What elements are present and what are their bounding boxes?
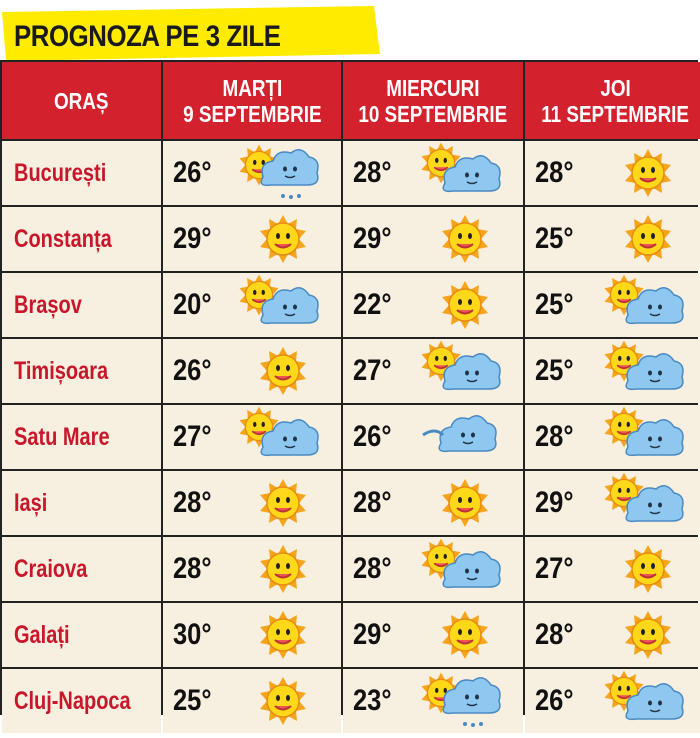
sun-shape [260, 677, 306, 725]
title-banner [2, 6, 380, 60]
temperature: 29° [353, 618, 392, 651]
sun-icon [413, 603, 505, 667]
sun-icon [596, 141, 688, 205]
cloud-icon [413, 405, 505, 469]
sun-shape [442, 281, 488, 329]
sun-cloud-icon [596, 339, 688, 403]
temperature: 28° [353, 552, 392, 585]
temperature: 27° [173, 420, 212, 453]
sun-icon [596, 603, 688, 667]
temperature: 23° [353, 684, 392, 717]
sun-icon [231, 669, 323, 733]
temperature: 29° [535, 486, 574, 519]
forecast-cell [525, 207, 700, 271]
forecast-cell [525, 273, 700, 337]
temperature: 28° [353, 486, 392, 519]
sun-cloud-icon [596, 471, 688, 535]
temperature: 25° [535, 354, 574, 387]
temperature: 27° [535, 552, 574, 585]
temperature: 22° [353, 288, 392, 321]
sun-icon [231, 603, 323, 667]
rain-drops [463, 722, 483, 727]
sun-icon [596, 207, 688, 271]
temperature: 28° [535, 156, 574, 189]
forecast-cell [343, 339, 523, 403]
city-label: București [14, 158, 107, 187]
city-label: Galați [14, 620, 70, 649]
forecast-cell [343, 471, 523, 535]
header-city: ORAȘ [2, 62, 161, 139]
forecast-cell [343, 603, 523, 667]
forecast-cell [525, 339, 700, 403]
sun-icon [231, 207, 323, 271]
city-name [2, 405, 161, 469]
forecast-cell [163, 207, 341, 271]
city-name [2, 471, 161, 535]
forecast-cell [163, 339, 341, 403]
forecast-cell [525, 471, 700, 535]
sun-icon [413, 273, 505, 337]
sun-icon [413, 207, 505, 271]
city-label: Constanța [14, 224, 112, 253]
sun-cloud-icon [596, 273, 688, 337]
city-name [2, 537, 161, 601]
sun-cloud-rain-icon [413, 669, 505, 733]
temperature: 25° [535, 222, 574, 255]
city-name [2, 603, 161, 667]
city-label: Timișoara [14, 356, 109, 385]
sun-cloud-icon [231, 273, 323, 337]
sun-shape [260, 611, 306, 659]
temperature: 20° [173, 288, 212, 321]
temperature: 26° [173, 354, 212, 387]
sun-shape [625, 215, 671, 263]
sun-icon [231, 471, 323, 535]
city-name [2, 669, 161, 733]
sun-cloud-icon [596, 405, 688, 469]
forecast-cell [525, 405, 700, 469]
sun-icon [231, 537, 323, 601]
sun-cloud-icon [413, 339, 505, 403]
sun-shape [442, 479, 488, 527]
sun-shape [260, 545, 306, 593]
sun-cloud-icon [413, 141, 505, 205]
sun-cloud-icon [413, 537, 505, 601]
sun-cloud-rain-icon [231, 141, 323, 205]
forecast-cell [525, 603, 700, 667]
forecast-cell [525, 141, 700, 205]
city-name [2, 273, 161, 337]
forecast-cell [163, 471, 341, 535]
sun-shape [260, 215, 306, 263]
temperature: 26° [535, 684, 574, 717]
temperature: 28° [353, 156, 392, 189]
sun-shape [442, 215, 488, 263]
sun-shape [625, 545, 671, 593]
forecast-cell [163, 603, 341, 667]
forecast-cell [163, 537, 341, 601]
temperature: 27° [353, 354, 392, 387]
temperature: 28° [535, 618, 574, 651]
temperature: 26° [173, 156, 212, 189]
city-label: Brașov [14, 290, 82, 319]
sun-shape [260, 347, 306, 395]
sun-cloud-icon [231, 405, 323, 469]
forecast-cell [343, 669, 523, 733]
forecast-cell [343, 207, 523, 271]
header-day-2: MIERCURI 10 SEPTEMBRIE [343, 62, 523, 139]
sun-icon [231, 339, 323, 403]
temperature: 30° [173, 618, 212, 651]
forecast-cell [525, 669, 700, 733]
city-label: Craiova [14, 554, 88, 583]
forecast-cell [343, 537, 523, 601]
forecast-cell [163, 405, 341, 469]
temperature: 25° [535, 288, 574, 321]
header-day-1: MARȚI 9 SEPTEMBRIE [163, 62, 341, 139]
temperature: 29° [173, 222, 212, 255]
city-label: Iași [14, 488, 48, 517]
temperature: 28° [173, 486, 212, 519]
forecast-cell [163, 141, 341, 205]
header-day-3: JOI 11 SEPTEMBRIE [525, 62, 700, 139]
sun-cloud-icon [596, 669, 688, 733]
forecast-cell [163, 669, 341, 733]
rain-drops [281, 194, 301, 199]
city-name [2, 339, 161, 403]
page-title: PROGNOZA PE 3 ZILE [14, 20, 281, 53]
forecast-cell [343, 405, 523, 469]
sun-icon [596, 537, 688, 601]
temperature: 26° [353, 420, 392, 453]
forecast-table [0, 60, 698, 715]
sun-shape [260, 479, 306, 527]
temperature: 28° [173, 552, 212, 585]
sun-shape [625, 611, 671, 659]
sun-shape [442, 611, 488, 659]
forecast-cell [525, 537, 700, 601]
city-name [2, 207, 161, 271]
temperature: 29° [353, 222, 392, 255]
sun-icon [413, 471, 505, 535]
city-name [2, 141, 161, 205]
cloud-shape [439, 416, 496, 452]
forecast-cell [163, 273, 341, 337]
sun-shape [625, 149, 671, 197]
temperature: 28° [535, 420, 574, 453]
city-label: Satu Mare [14, 422, 110, 451]
forecast-cell [343, 141, 523, 205]
city-label: Cluj-Napoca [14, 686, 131, 715]
forecast-cell [343, 273, 523, 337]
temperature: 25° [173, 684, 212, 717]
